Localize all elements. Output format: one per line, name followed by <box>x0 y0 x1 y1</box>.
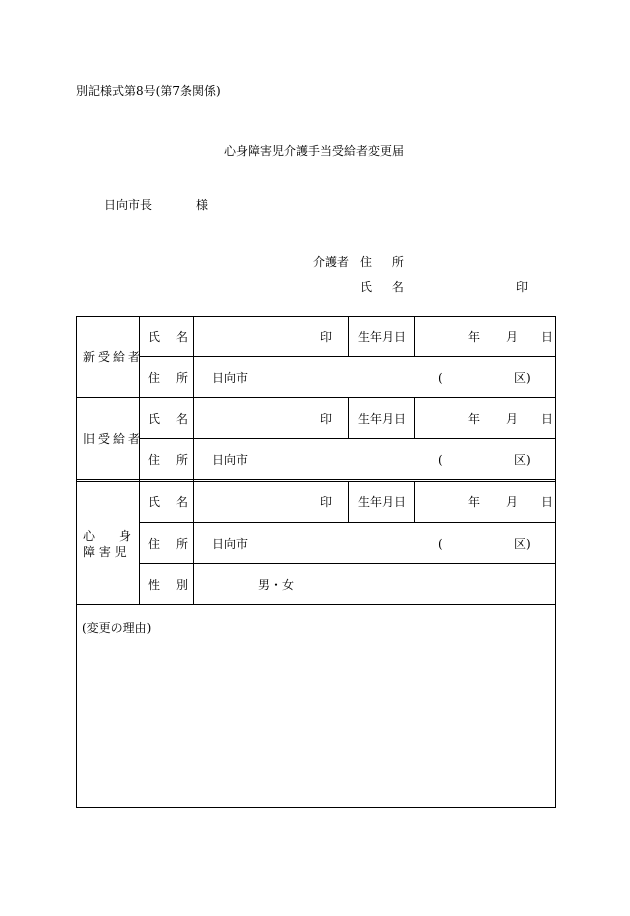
name-label-1: 氏 <box>148 495 161 509</box>
sex-label-2: 別 <box>176 578 189 592</box>
day-label: 日 <box>541 412 554 426</box>
rule-line <box>139 563 556 564</box>
ward-paren-open: ( <box>438 537 443 551</box>
address-label-2: 所 <box>176 537 189 551</box>
addressee: 日向市長 <box>104 198 153 212</box>
caregiver-name-label: 氏 名 <box>360 280 412 294</box>
rule-line <box>414 481 415 522</box>
birthdate-label: 生年月日 <box>358 330 407 344</box>
caregiver-address-label: 住 所 <box>360 255 412 269</box>
section-child-line1: 心 身 <box>83 529 132 543</box>
ward-paren-open: ( <box>438 453 443 467</box>
name-label-1: 氏 <box>148 330 161 344</box>
month-label: 月 <box>506 330 519 344</box>
rule-line <box>139 438 556 439</box>
address-label-2: 所 <box>176 371 189 385</box>
form-table <box>76 316 556 808</box>
month-label: 月 <box>506 495 519 509</box>
seal-mark: 印 <box>320 412 333 426</box>
day-label: 日 <box>541 495 554 509</box>
month-label: 月 <box>506 412 519 426</box>
ward-label: 区) <box>514 371 531 385</box>
rule-line <box>414 397 415 438</box>
rule-line <box>193 316 194 604</box>
day-label: 日 <box>541 330 554 344</box>
sex-options: 男・女 <box>258 578 295 592</box>
rule-line <box>76 604 556 605</box>
birthdate-label: 生年月日 <box>358 412 407 426</box>
ward-label: 区) <box>514 453 531 467</box>
name-label-1: 氏 <box>148 412 161 426</box>
form-title: 心身障害児介護手当受給者変更届 <box>224 144 405 158</box>
rule-line <box>414 316 415 356</box>
ward-paren-open: ( <box>438 371 443 385</box>
year-label: 年 <box>468 495 481 509</box>
address-label-1: 住 <box>148 371 161 385</box>
year-label: 年 <box>468 330 481 344</box>
city-name: 日向市 <box>212 371 249 385</box>
name-label-2: 名 <box>176 495 189 509</box>
address-label-1: 住 <box>148 537 161 551</box>
address-label-1: 住 <box>148 453 161 467</box>
rule-line <box>76 479 556 480</box>
address-label-2: 所 <box>176 453 189 467</box>
rule-line <box>139 356 556 357</box>
sex-label-1: 性 <box>148 578 161 592</box>
seal-mark: 印 <box>320 330 333 344</box>
rule-line <box>76 481 556 482</box>
section-old-recipient: 旧受給者 <box>83 432 144 446</box>
rule-line <box>348 316 349 356</box>
form-number: 別記様式第8号(第7条関係) <box>76 84 221 98</box>
rule-line <box>348 481 349 522</box>
city-name: 日向市 <box>212 537 249 551</box>
name-label-2: 名 <box>176 330 189 344</box>
caregiver-label: 介護者 <box>313 255 350 269</box>
rule-line <box>139 522 556 523</box>
rule-line <box>348 397 349 438</box>
honorific: 様 <box>196 198 209 212</box>
birthdate-label: 生年月日 <box>358 495 407 509</box>
section-child-line2: 障 害 児 <box>83 545 127 559</box>
caregiver-seal: 印 <box>516 280 529 294</box>
change-reason-label: (変更の理由) <box>82 621 152 635</box>
seal-mark: 印 <box>320 495 333 509</box>
name-label-2: 名 <box>176 412 189 426</box>
section-new-recipient: 新受給者 <box>83 350 144 364</box>
ward-label: 区) <box>514 537 531 551</box>
year-label: 年 <box>468 412 481 426</box>
rule-line <box>76 397 556 398</box>
city-name: 日向市 <box>212 453 249 467</box>
